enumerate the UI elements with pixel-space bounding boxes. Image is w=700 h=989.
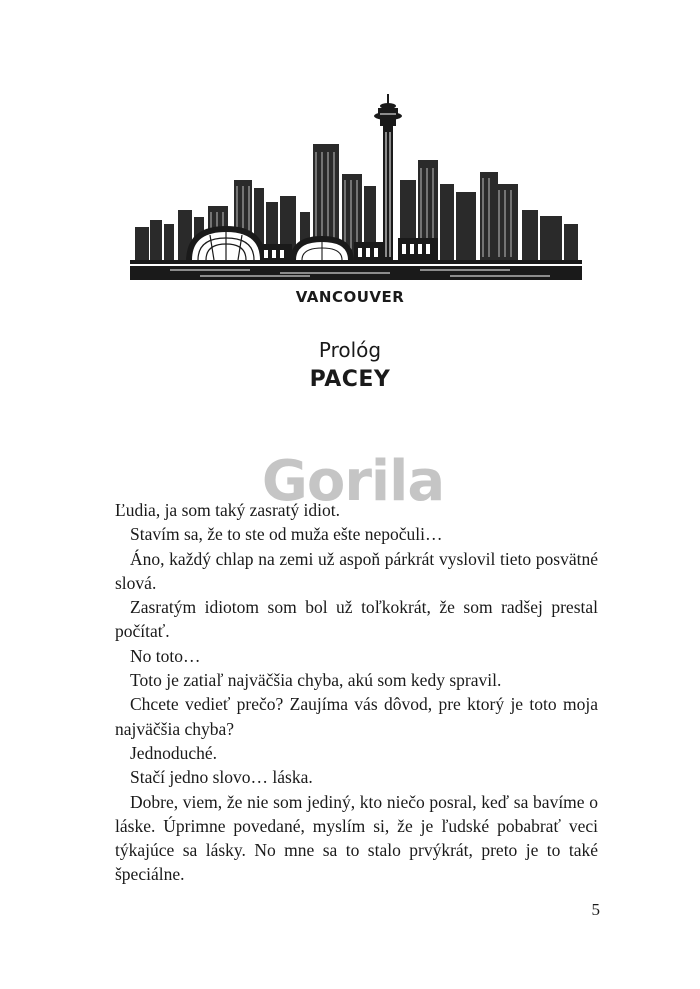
chapter-body xyxy=(115,498,598,887)
paragraph: No toto… xyxy=(130,645,201,666)
paragraph: Jednoduché. xyxy=(130,742,217,763)
paragraph: Toto je zatiaľ najväčšia chyba, akú som kedy spravil. xyxy=(130,670,502,691)
paragraph: Ľudia, ja som taký zasratý idiot. xyxy=(115,500,341,520)
vancouver-skyline-illustration xyxy=(130,92,582,284)
paragraph: Stačí jedno slovo… láska. xyxy=(130,767,313,788)
paragraph: Zasratým idiotom som bol už toľkokrát, že som radšej prestal počítať. xyxy=(115,597,598,642)
publisher-watermark: Gorila xyxy=(261,449,445,514)
pov-character-name: PACEY xyxy=(309,367,391,392)
page-number: 5 xyxy=(591,900,600,919)
paragraph: Áno, každý chlap na zemi už aspoň párkrát vyslovil tieto posvätné slová. xyxy=(115,548,598,593)
chapter-heading xyxy=(0,336,700,396)
paragraph: Dobre, viem, že nie som jediný, kto niečo posral, keď sa bavíme o láske. Úprimne povedané, myslím si, že je ľudské pobabrať veci týkajúce sa lásky. No mne sa to stalo prvýkrát, preto je to také špeciálne. xyxy=(115,791,598,885)
chapter-label: Prológ xyxy=(318,338,382,362)
city-label: VANCOUVER xyxy=(295,288,405,306)
paragraph: Stavím sa, že to ste od muža ešte nepočuli… xyxy=(130,524,443,545)
paragraph: Chcete vedieť prečo? Zaujíma vás dôvod, pre ktorý je toto moja najväčšia chyba? xyxy=(115,694,598,739)
